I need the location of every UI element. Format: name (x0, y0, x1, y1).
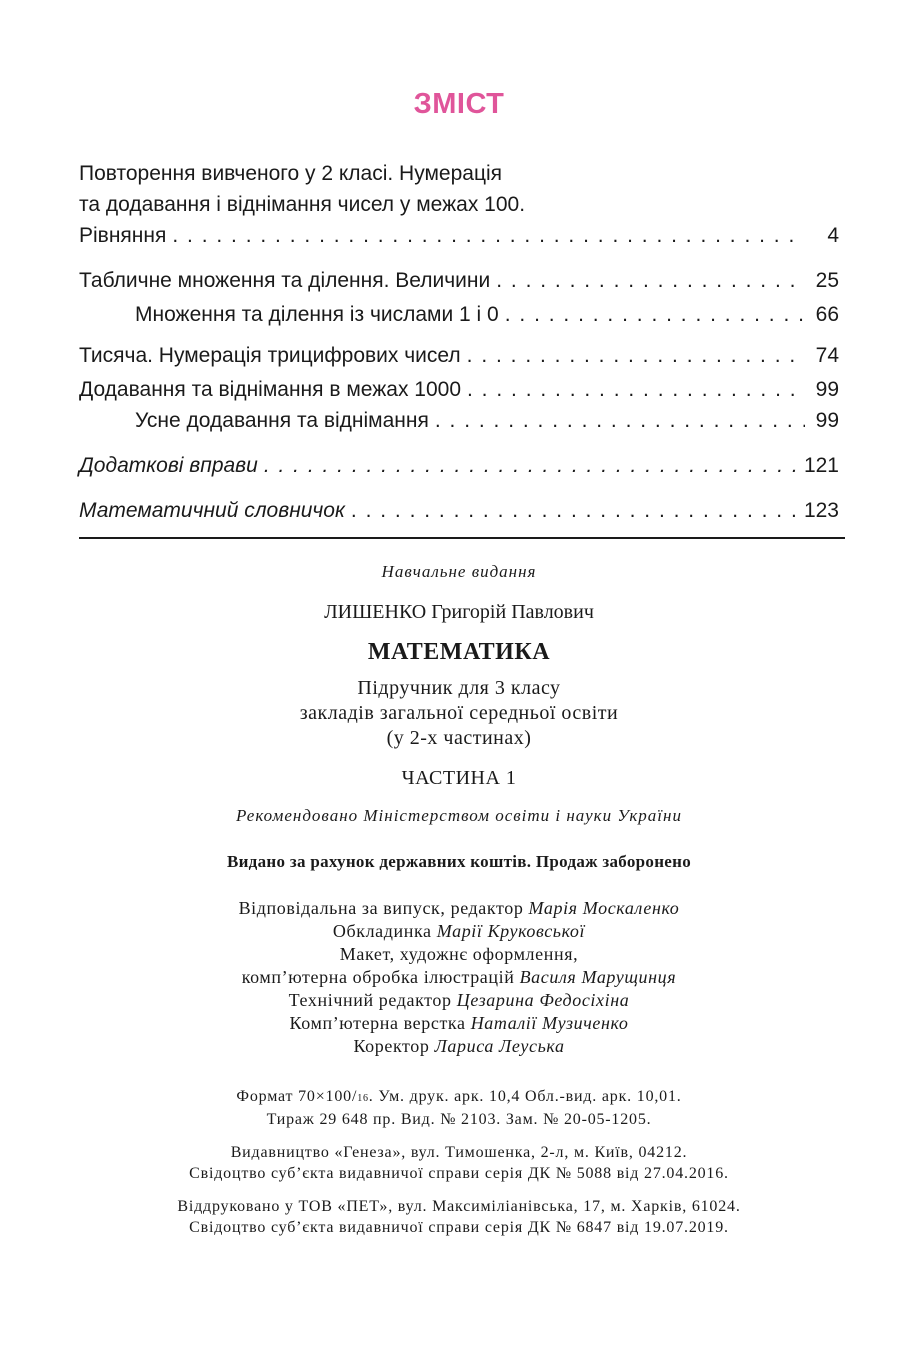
credit-role: Відповідальна за випуск, редактор (238, 898, 524, 918)
toc-entry[interactable] (79, 495, 839, 526)
toc-page-number: 123 (803, 499, 839, 522)
contents-heading: ЗМІСТ (413, 88, 505, 120)
author-name: ЛИШЕНКО Григорій Павлович (324, 601, 594, 623)
print-run: Тираж 29 648 пр. Вид. № 2103. Зам. № 20-05-1205. (266, 1111, 652, 1128)
toc-entry[interactable] (79, 340, 839, 371)
toc-entry-label: Додаткові вправи (79, 454, 258, 477)
printer-info (0, 1196, 918, 1238)
toc-entry[interactable] (79, 405, 839, 436)
publisher-certificate: Свідоцтво суб’єкта видавничої справи серія ДК № 5088 від 27.04.2016. (189, 1165, 729, 1182)
book-title: МАТЕМАТИКА (367, 639, 551, 665)
toc-entry-label: Табличне множення та ділення. Величини (79, 269, 491, 292)
format-fraction: 16 (357, 1093, 369, 1104)
funding-note: Видано за рахунок державних коштів. Продаж заборонено (226, 852, 692, 871)
format-text: . Ум. друк. арк. 10,4 Обл.-вид. арк. 10,01. (368, 1088, 682, 1105)
leader-dots (264, 450, 798, 481)
part-number: ЧАСТИНА 1 (401, 767, 517, 789)
toc-entry-label: Додавання та віднімання в межах 1000 (79, 378, 462, 401)
credit-role: Обкладинка (332, 921, 432, 941)
credit-name: Марії Круковської (436, 921, 586, 941)
credit-role: Комп’ютерна верстка (289, 1013, 466, 1033)
printer-certificate: Свідоцтво суб’єкта видавничої справи серія ДК № 6847 від 19.07.2019. (189, 1219, 729, 1236)
toc-page-number: 4 (827, 224, 839, 247)
toc-page-number: 121 (803, 454, 839, 477)
toc-entry-text: Повторення вивченого у 2 класі. Нумерація (79, 162, 503, 185)
leader-dots (496, 265, 805, 296)
format-text: Формат 70×100/ (236, 1088, 358, 1105)
credit-name: Лариса Леуська (434, 1036, 565, 1056)
toc-entry-label: Тисяча. Нумерація трицифрових чисел (79, 344, 461, 367)
toc-entry[interactable] (79, 374, 839, 405)
edition-type: Навчальне видання (381, 562, 537, 581)
toc-entry-label: Рівняння (79, 224, 167, 247)
recommendation-note: Рекомендовано Міністерством освіти і науки України (236, 806, 682, 825)
toc-entry[interactable] (79, 450, 839, 481)
toc-entry-label: Усне додавання та віднімання (135, 409, 429, 432)
credit-role: комп’ютерна обробка ілюстрацій (241, 967, 515, 987)
leader-dots (172, 220, 805, 251)
credit-name: Цезарина Федосіхіна (456, 990, 630, 1010)
credit-name: Марія Москаленко (528, 898, 680, 918)
toc-page-number: 66 (815, 303, 839, 326)
publisher-address: Видавництво «Генеза», вул. Тимошенка, 2-л, м. Київ, 04212. (230, 1144, 688, 1161)
toc-entry[interactable] (79, 265, 839, 296)
toc-entry-label: Математичний словничок (79, 499, 345, 522)
print-specs (0, 1086, 918, 1130)
credit-role: Технічний редактор (288, 990, 452, 1010)
subtitle-line: (у 2-х частинах) (386, 727, 532, 749)
leader-dots (435, 405, 805, 436)
leader-dots (467, 374, 805, 405)
credit-name: Василя Марущинця (519, 967, 677, 987)
subtitle-line: закладів загальної середньої освіти (299, 702, 619, 724)
credit-name: Наталії Музиченко (470, 1013, 629, 1033)
leader-dots (351, 495, 798, 526)
credits-list (0, 897, 918, 1058)
toc-page-number: 99 (815, 378, 839, 401)
toc-entry-label: Множення та ділення із числами 1 і 0 (135, 303, 499, 326)
toc-page-number: 99 (815, 409, 839, 432)
toc-page-number: 25 (815, 269, 839, 292)
table-of-contents (79, 158, 839, 526)
leader-dots (505, 299, 805, 330)
divider-line (79, 537, 845, 539)
printer-address: Віддруковано у ТОВ «ПЕТ», вул. Максиміліанівська, 17, м. Харків, 61024. (177, 1198, 741, 1215)
credit-role: Коректор (353, 1036, 430, 1056)
toc-entry[interactable] (79, 220, 839, 251)
book-subtitle (0, 676, 918, 751)
subtitle-line: Підручник для 3 класу (357, 677, 561, 699)
publisher-info (0, 1142, 918, 1184)
toc-entry[interactable] (79, 299, 839, 330)
leader-dots (467, 340, 805, 371)
toc-entry-text: та додавання і віднімання чисел у межах 100. (79, 193, 526, 216)
imprint-block (0, 562, 918, 1238)
toc-page-number: 74 (815, 344, 839, 367)
credit-role: Макет, художнє оформлення, (339, 944, 579, 964)
